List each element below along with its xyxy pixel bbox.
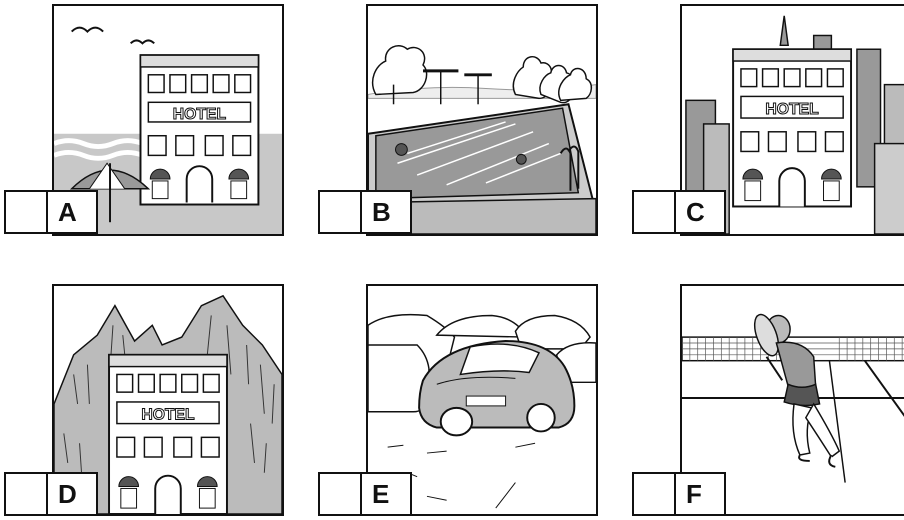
answer-box-c[interactable] [632, 190, 676, 234]
answer-box-a[interactable] [4, 190, 48, 234]
answer-box-f[interactable] [632, 472, 676, 516]
picture-letter: F [686, 479, 702, 509]
answer-box-e[interactable] [318, 472, 362, 516]
tennis-player [750, 311, 839, 466]
picture-letter: D [58, 479, 77, 509]
answer-box-b[interactable] [318, 190, 362, 234]
label-box-e [360, 472, 412, 516]
picture-letter: C [686, 197, 705, 227]
picture-letter: A [58, 197, 77, 227]
label-box-f [674, 472, 726, 516]
answer-box-d[interactable] [4, 472, 48, 516]
label-box-a [46, 190, 98, 234]
svg-text:HOTEL: HOTEL [765, 101, 819, 119]
label-box-d [46, 472, 98, 516]
svg-text:HOTEL: HOTEL [172, 106, 227, 124]
picture-letter: B [372, 197, 391, 227]
label-box-c [674, 190, 726, 234]
svg-text:HOTEL: HOTEL [141, 406, 195, 424]
picture-letter: E [372, 479, 390, 509]
label-box-b [360, 190, 412, 234]
